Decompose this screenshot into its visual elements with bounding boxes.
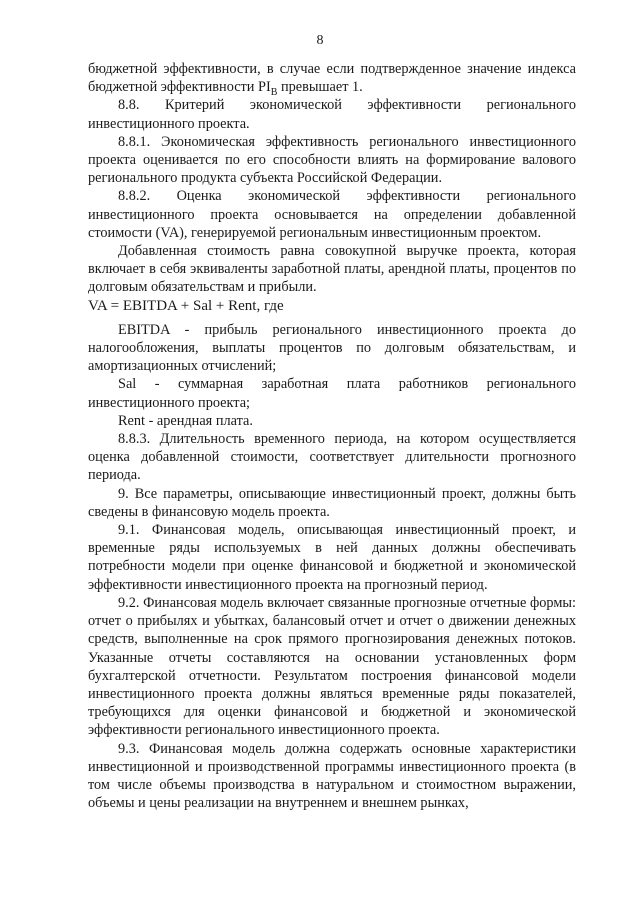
page-number: 8 bbox=[316, 33, 324, 48]
definition-sal: Sal - суммарная заработная плата работников регионального инвестиционного проекта; bbox=[88, 376, 576, 411]
paragraph-8-8-1: 8.8.1. Экономическая эффективность регионального инвестиционного проекта оценивается по его способности влиять на формирование валового регионального продукта субъекта Российской Федерации. bbox=[88, 133, 576, 187]
paragraph-8-8: 8.8. Критерий экономической эффективности регионального инвестиционного проекта. bbox=[88, 97, 576, 132]
formula-va: VA = EBITDA + Sal + Rent, где bbox=[88, 297, 284, 314]
paragraph-continuation: бюджетной эффективности, в случае если подтвержденное значение индекса бюджетной эффективности $PI_B$ превышает 1. bbox=[88, 61, 576, 99]
paragraph-9-2: 9.2. Финансовая модель включает связанные прогнозные отчетные формы: отчет о прибылях и убытках, балансовый отчет и отчет о движении денежных средств, выполненные на срок прямого прогнозирования денежных потоков. Указанные отчеты составляются на основании установленных форм бухгалтерской отчетности. Результатом построения финансовой модели инвестиционного проекта должны являться временные ряды показателей, требующихся для оценки финансовой и бюджетной и экономической эффективности регионального инвестиционного проекта. bbox=[88, 594, 576, 739]
paragraph-8-8-2: 8.8.2. Оценка экономической эффективности регионального инвестиционного проекта основывается на определении добавленной стоимости (VA), генерируемой региональным инвестиционным проектом. bbox=[88, 188, 576, 241]
paragraph-8-8-3: 8.8.3. Длительность временного периода, на котором осуществляется оценка добавленной стоимости, соответствует длительности прогнозного периода. bbox=[88, 431, 576, 484]
paragraph-added-value: Добавленная стоимость равна совокупной выручке проекта, которая включает в себя эквиваленты заработной платы, арендной платы, процентов по долговым обязательствам и прибыли. bbox=[88, 243, 576, 296]
paragraph-9-3: 9.3. Финансовая модель должна содержать основные характеристики инвестиционной и производственной программы инвестиционного проекта (в том числе объемы производства в натуральном и стоимостном выражении, объемы и цены реализации на внутреннем и внешнем рынках, bbox=[88, 740, 576, 812]
document-body bbox=[88, 60, 576, 812]
paragraph-9-1: 9.1. Финансовая модель, описывающая инвестиционный проект, и временные ряды используемых в ней данных должны обеспечивать потребности модели при оценке финансовой и бюджетной и экономической эффективности инвестиционного проекта на прогнозный период. bbox=[88, 522, 576, 593]
definition-rent: Rent - арендная плата. bbox=[118, 412, 253, 429]
definition-ebitda: EBITDA - прибыль регионального инвестиционного проекта до налогообложения, выплаты процентов по долговым обязательствам, и амортизационных отчислений; bbox=[88, 321, 576, 375]
paragraph-9: 9. Все параметры, описывающие инвестиционный проект, должны быть сведены в финансовую модель проекта. bbox=[88, 485, 576, 520]
